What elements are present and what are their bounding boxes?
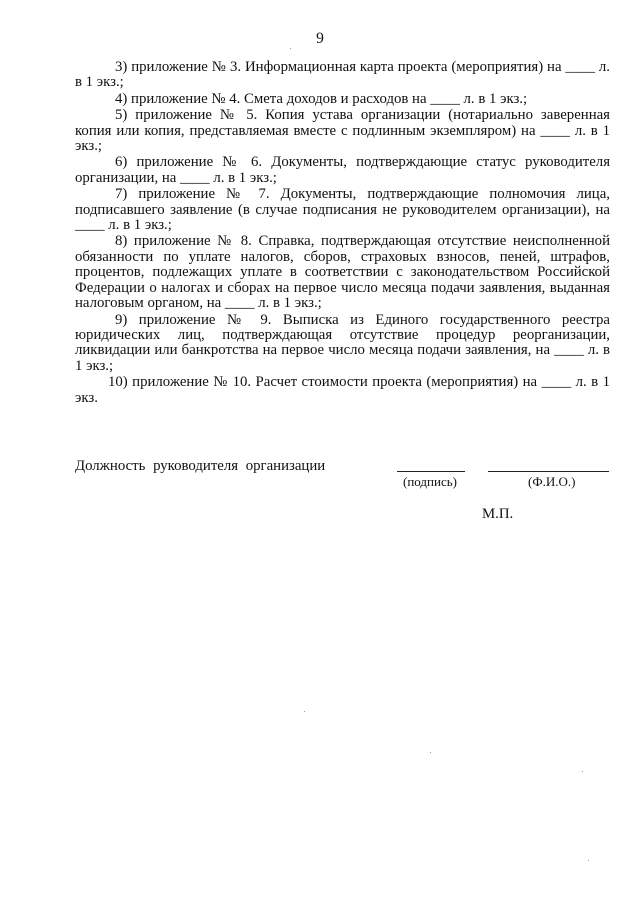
- scan-speck: [582, 771, 583, 772]
- attachment-item-3: 3) приложение № 3. Информационная карта проекта (мероприятия) на ____ л. в 1 экз.;: [75, 59, 610, 91]
- attachment-item-4: 4) приложение № 4. Смета доходов и расходов на ____ л. в 1 экз.;: [115, 90, 528, 107]
- full-name-line: [488, 471, 609, 472]
- signature-caption: (подпись): [403, 474, 457, 489]
- signature-line: [397, 471, 465, 472]
- scan-speck: [430, 752, 431, 753]
- scan-speck: [304, 711, 305, 712]
- scan-speck: [290, 48, 291, 49]
- attachment-item-6: 6) приложение № 6. Документы, подтверждающие статус руководителя организации, на ____ л. в 1 экз.;: [75, 154, 610, 186]
- attachment-item-8: 8) приложение № 8. Справка, подтверждающая отсутствие неисполненной обязанности по уплате налогов, сборов, страховых взносов, пеней, штрафов, процентов, подлежащих уплате в соответствии с законодательством Российской Федерации о налогах и сборах на первое число месяца подачи заявления, выданная налоговым органом, на ____ л. в 1 экз.;: [75, 233, 610, 312]
- attachment-item-10: 10) приложение № 10. Расчет стоимости проекта (мероприятия) на ____ л. в 1 экз.: [75, 374, 610, 406]
- full-name-caption: (Ф.И.О.): [528, 474, 576, 489]
- attachment-item-5: 5) приложение № 5. Копия устава организации (нотариально заверенная копия или копия, представляемая вместе с подлинным экземпляром) на ____ л. в 1 экз.;: [75, 107, 610, 155]
- scan-speck: [588, 860, 589, 861]
- position-label: Должность руководителя организации: [75, 458, 326, 474]
- attachments-list: [75, 60, 610, 407]
- signature-block: [75, 455, 610, 495]
- attachment-item-7: 7) приложение № 7. Документы, подтверждающие полномочия лица, подписавшего заявление (в случае подписания не руководителем организации), на ____ л. в 1 экз.;: [75, 186, 610, 234]
- page-number: 9: [316, 30, 324, 47]
- stamp-placeholder: М.П.: [482, 506, 514, 522]
- attachment-item-9: 9) приложение № 9. Выписка из Единого государственного реестра юридических лиц, подтверждающая отсутствие процедур реорганизации, ликвидации или банкротства на первое число месяца подачи заявления, на ____ л. в 1 экз.;: [75, 311, 610, 374]
